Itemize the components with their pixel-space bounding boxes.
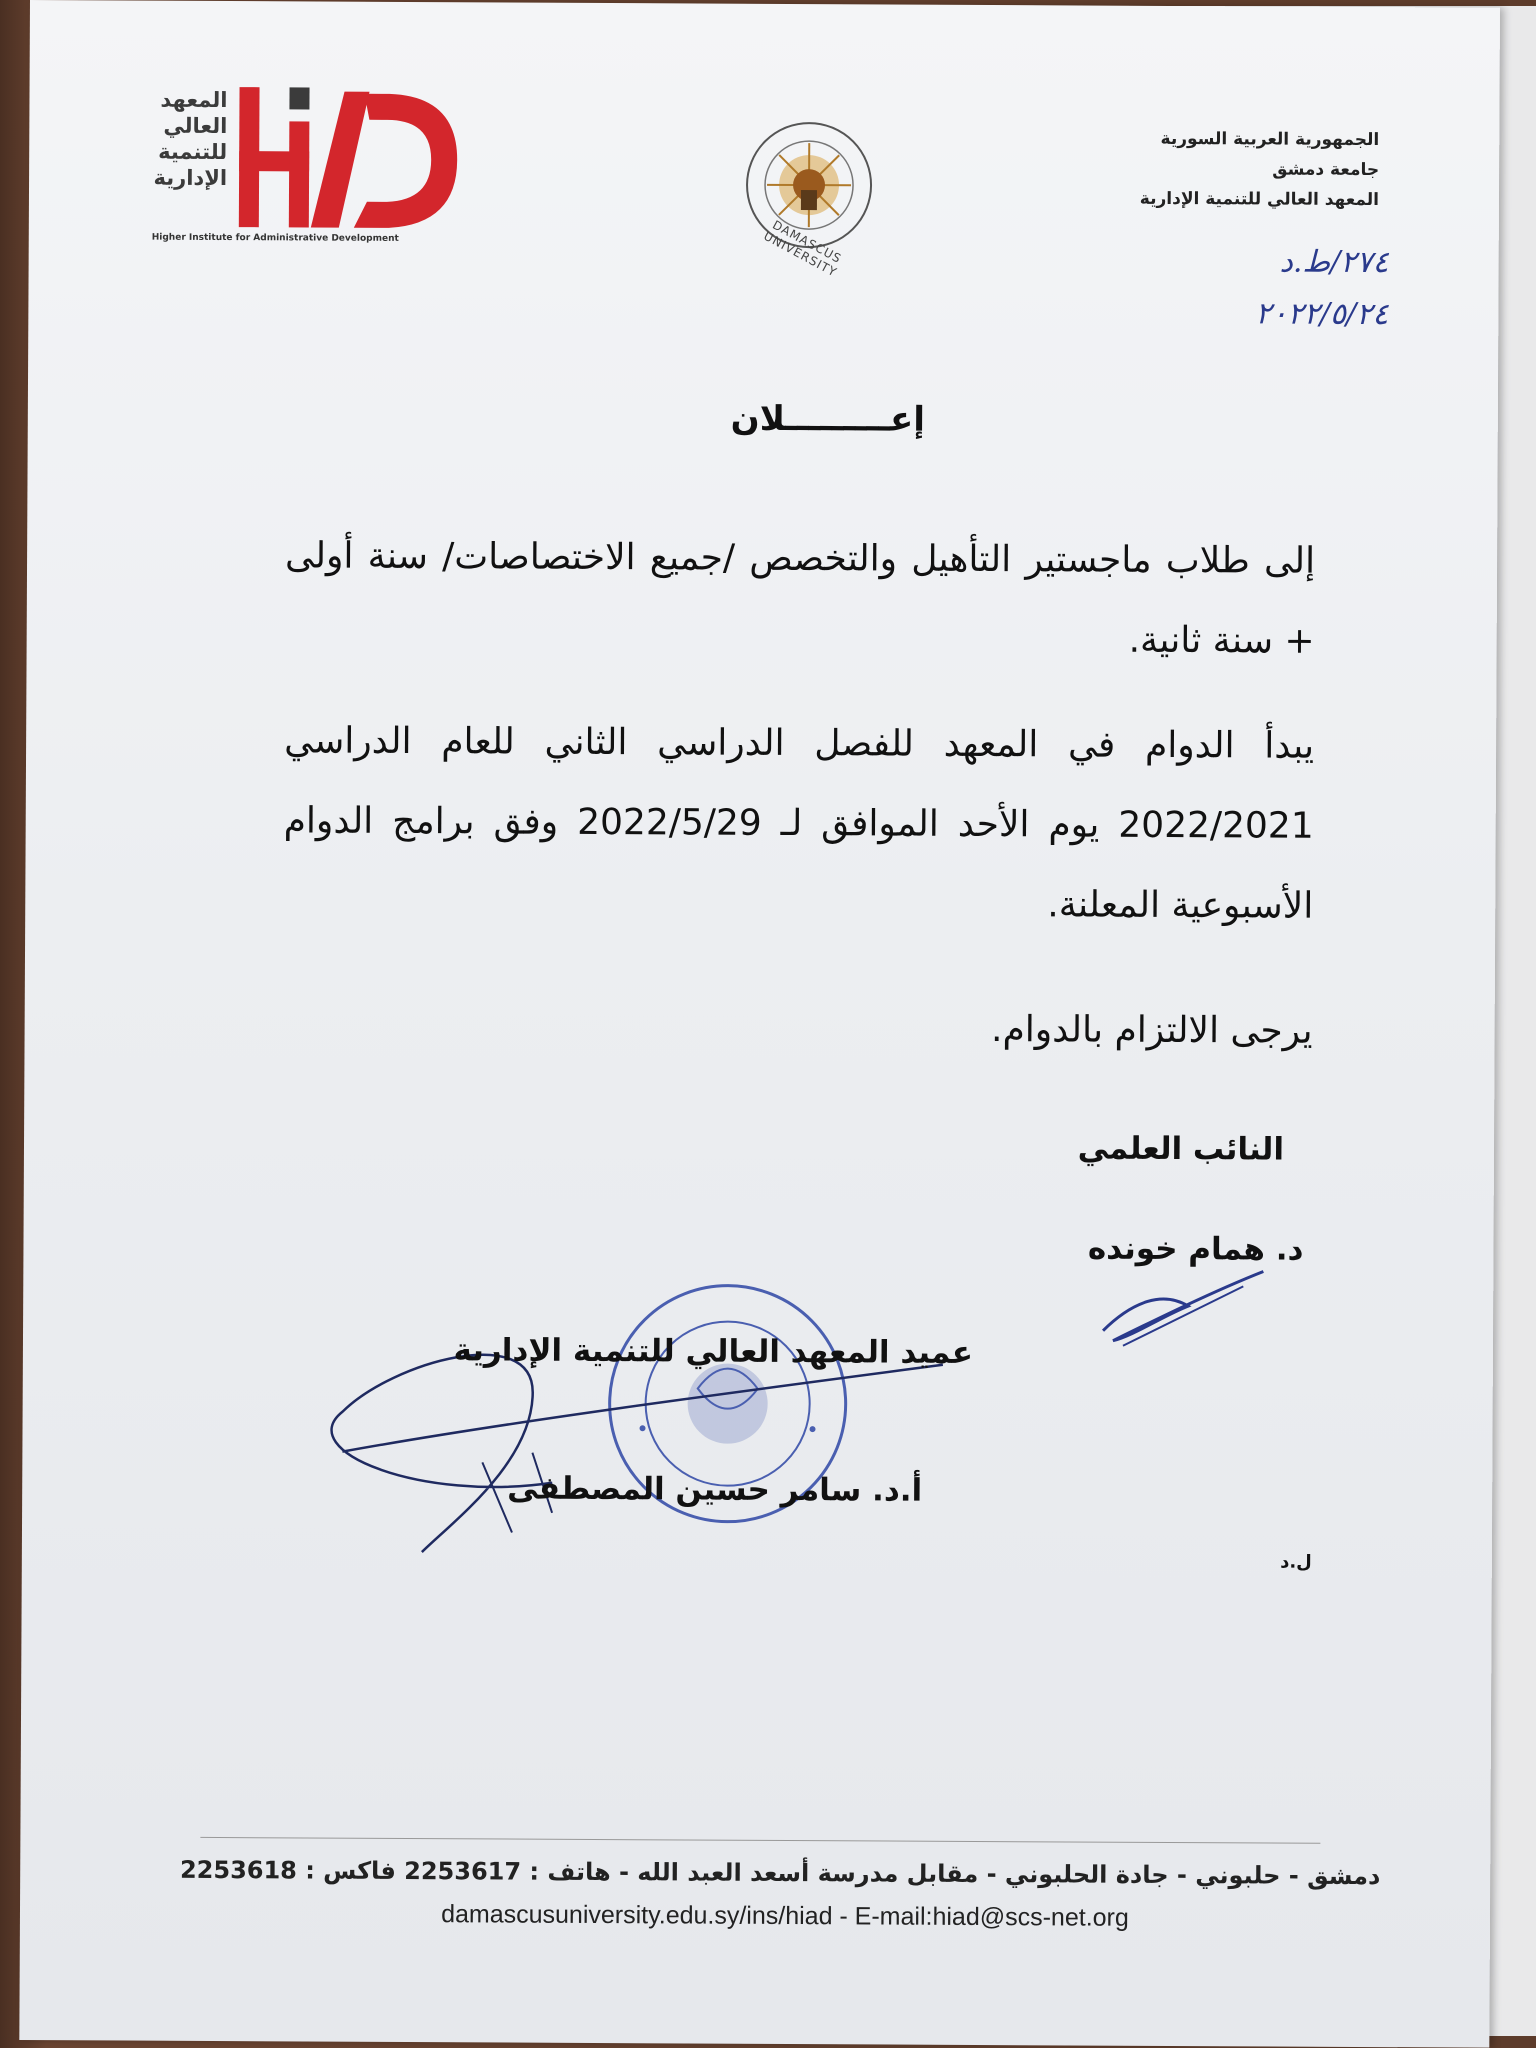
university-caption: DAMASCUS UNIVERSITY	[761, 217, 844, 280]
header-government-block	[1019, 123, 1379, 215]
body-paragraph-reminder: يرجى الالتزام بالدوام.	[990, 1009, 1313, 1052]
hiad-line-3: للتنمية	[158, 139, 228, 165]
header-line-institute: المعهد العالي للتنمية الإدارية	[1139, 188, 1380, 211]
hiad-line-1: المعهد	[160, 87, 228, 113]
footer-divider	[200, 1837, 1320, 1844]
handwritten-date: ٢٠٢٢/٥/٢٤	[1255, 296, 1389, 333]
hiad-english-name: Higher Institute for Administrative Development	[151, 232, 399, 244]
announcement-title: إعـــــــــلان	[730, 398, 926, 440]
dean-title: عميد المعهد العالي للتنمية الإدارية	[453, 1332, 974, 1371]
footer-address: دمشق - حلبوني - جادة الحلبوني - مقابل مدرسة أسعد العبد الله - هاتف : 2253617 فاكس : 2253618	[179, 1855, 1381, 1891]
header-line-university: جامعة دمشق	[1272, 159, 1380, 181]
dean-name: أ.د. سامر حسين المصطفى	[507, 1470, 923, 1509]
typist-initials: ل.د	[1280, 1551, 1312, 1573]
handwritten-reference-number: ٢٧٤/ط.د	[1279, 244, 1389, 281]
signatory-signature	[1093, 1261, 1273, 1352]
signatory-name: د. همام خونده	[1087, 1230, 1304, 1268]
header-line-country: الجمهورية العربية السورية	[1160, 128, 1380, 151]
hiad-logo-icon	[139, 81, 470, 243]
body-paragraph-schedule: يبدأ الدوام في المعهد للفصل الدراسي الثاني للعام الدراسي 2022/2021 يوم الأحد الموافق لـ 2022/5/29 وفق برامج الدوام الأسبوعية المعلنة.	[283, 720, 1315, 927]
hiad-line-4: الإدارية	[153, 165, 228, 191]
document-page	[19, 0, 1500, 2048]
body-paragraph-recipients: إلى طلاب ماجستير التأهيل والتخصص /جميع الاختصاصات/ سنة أولى + سنة ثانية.	[284, 535, 1316, 662]
footer-web-email: damascusuniversity.edu.sy/ins/hiad - E-mail:hiad@scs-net.org	[441, 1900, 1129, 1932]
hiad-line-2: العالي	[163, 113, 228, 139]
signatory-title: النائب العلمي	[1077, 1130, 1285, 1168]
